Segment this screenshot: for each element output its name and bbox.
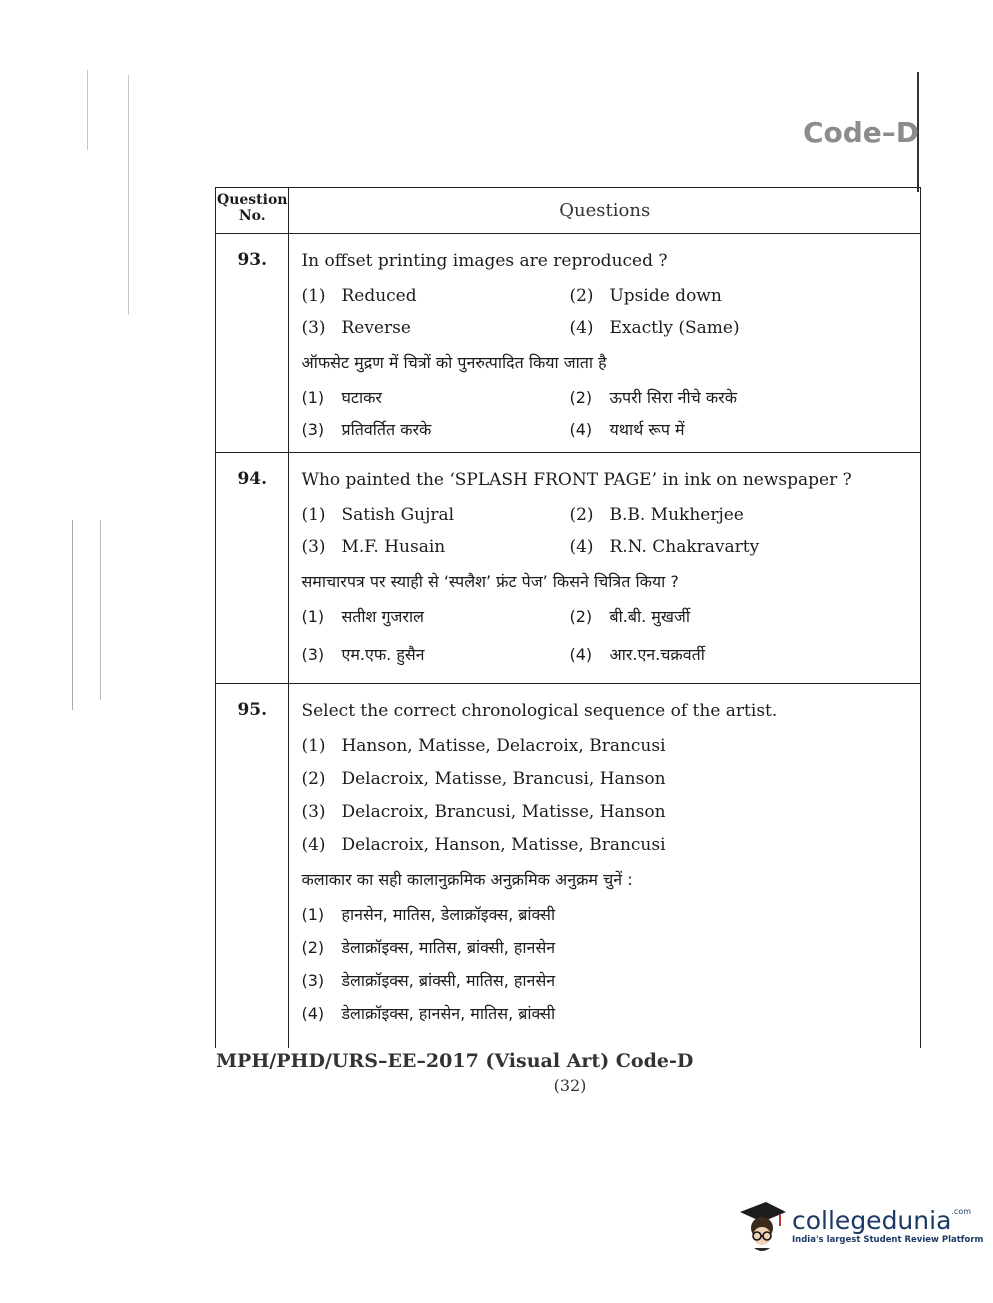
question-number: 95.: [216, 684, 289, 1049]
option-2-hi: (2) डेलाक्रॉइक्स, मातिस, ब्रांक्सी, हानसेन: [301, 938, 556, 957]
student-mascot-icon: [736, 1198, 788, 1254]
option-1: (1) Hanson, Matisse, Delacroix, Brancusi: [301, 736, 666, 756]
question-row-95: [216, 684, 921, 1049]
question-stem-en: Who painted the ‘SPLASH FRONT PAGE’ in ink on newspaper ?: [301, 470, 852, 490]
question-row-93: [216, 234, 921, 453]
option-4-hi: (4) यथार्थ रूप में: [569, 420, 685, 439]
option-1-hi: (1) सतीश गुजराल: [301, 607, 424, 626]
page-number: (32): [553, 1076, 587, 1095]
exam-code-footer: MPH/PHD/URS–EE–2017 (Visual Art) Code-D: [216, 1050, 694, 1072]
option-2: (2) Delacroix, Matisse, Brancusi, Hanson: [301, 769, 666, 789]
option-3-hi: (3) डेलाक्रॉइक्स, ब्रांक्सी, मातिस, हानसेन: [301, 971, 556, 990]
paper-code-label: Code–D: [802, 116, 919, 149]
option-3: (3) Delacroix, Brancusi, Matisse, Hanson: [301, 802, 666, 822]
option-4-hi: (4) आर.एन.चक्रवर्ती: [569, 645, 705, 664]
questions-table: [215, 187, 921, 1048]
question-stem-hi: कलाकार का सही कालानुक्रमिक अनुक्रमिक अनुक्रम चुनें :: [301, 870, 633, 889]
option-3: (3) Reverse: [301, 318, 411, 338]
question-number-header: Question No.: [216, 188, 289, 234]
option-3-hi: (3) एम.एफ. हुसैन: [301, 645, 425, 664]
logo-suffix: .com: [951, 1207, 972, 1216]
option-4: (4) Exactly (Same): [569, 318, 740, 338]
option-4-hi: (4) डेलाक्रॉइक्स, हानसेन, मातिस, ब्रांक्सी: [301, 1004, 556, 1023]
option-2-hi: (2) ऊपरी सिरा नीचे करके: [569, 388, 738, 407]
option-3: (3) M.F. Husain: [301, 537, 446, 557]
option-1-hi: (1) घटाकर: [301, 388, 382, 407]
collegedunia-logo[interactable]: [736, 1198, 983, 1254]
option-4: (4) R.N. Chakravarty: [569, 537, 760, 557]
question-number: 93.: [216, 234, 289, 453]
question-number: 94.: [216, 453, 289, 684]
question-stem-en: Select the correct chronological sequence of the artist.: [301, 701, 778, 721]
question-stem-hi: समाचारपत्र पर स्याही से ‘स्पलैश’ फ्रंट पेज’ किसने चित्रित किया ?: [301, 572, 679, 591]
option-4: (4) Delacroix, Hanson, Matisse, Brancusi: [301, 835, 666, 855]
option-2-hi: (2) बी.बी. मुखर्जी: [569, 607, 690, 626]
option-3-hi: (3) प्रतिवर्तित करके: [301, 420, 432, 439]
questions-header: Questions: [289, 188, 921, 234]
question-stem-hi: ऑफसेट मुद्रण में चित्रों को पुनरुत्पादित किया जाता है: [301, 353, 607, 372]
option-1-hi: (1) हानसेन, मातिस, डेलाक्रॉइक्स, ब्रांक्सी: [301, 905, 556, 924]
logo-name: collegedunia: [792, 1206, 952, 1235]
option-2: (2) B.B. Mukherjee: [569, 505, 744, 525]
option-1: (1) Satish Gujral: [301, 505, 455, 525]
question-stem-en: In offset printing images are reproduced ?: [301, 251, 668, 271]
option-1: (1) Reduced: [301, 286, 417, 306]
option-2: (2) Upside down: [569, 286, 722, 306]
question-row-94: [216, 453, 921, 684]
logo-tagline: India's largest Student Review Platform: [792, 1235, 984, 1245]
